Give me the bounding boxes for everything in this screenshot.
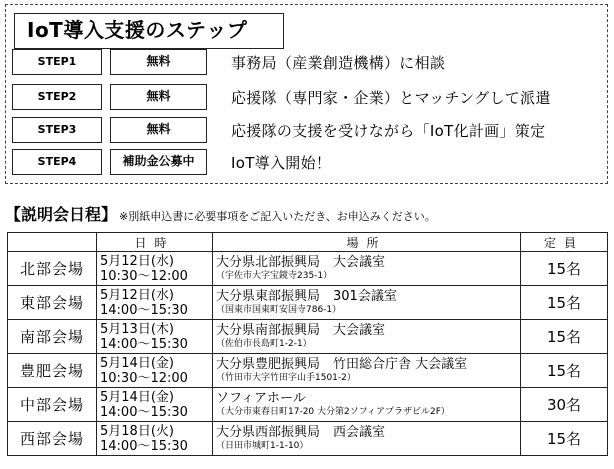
table-row xyxy=(8,388,608,422)
step-cost: 無料 xyxy=(110,49,207,75)
place-cell xyxy=(213,388,521,422)
place-address: （国東市国東町安国寺786-1） xyxy=(216,305,342,315)
step-label: STEP3 xyxy=(12,117,102,143)
capacity-cell: 15名 xyxy=(521,252,608,286)
step-label: STEP2 xyxy=(12,84,102,110)
date-text: 5月12日(水) xyxy=(100,287,174,303)
date-text: 5月13日(木) xyxy=(100,321,174,337)
date-text: 5月14日(金) xyxy=(100,389,174,405)
schedule-table xyxy=(7,232,608,456)
steps-title: IoT導入支援のステップ xyxy=(14,13,284,49)
date-cell xyxy=(97,354,213,388)
date-cell xyxy=(97,320,213,354)
place-address: （竹田市大字竹田字山手1501-2） xyxy=(216,373,356,383)
place-address: （日田市城町1-1-10） xyxy=(216,441,309,451)
date-cell xyxy=(97,252,213,286)
step-row-2 xyxy=(12,84,551,110)
venue-name: 南部会場 xyxy=(8,320,97,354)
place-name: 大分県豊肥振興局 竹田総合庁舎 大会議室 xyxy=(216,357,468,372)
date-text: 5月14日(金) xyxy=(100,355,174,371)
place-address: （宇佐市大字宝鏡寺235-1） xyxy=(216,271,333,281)
time-text: 14:00～15:30 xyxy=(100,336,188,352)
step-description: 応援隊（専門家・企業）とマッチングして派遣 xyxy=(231,88,551,107)
capacity-cell: 15名 xyxy=(521,320,608,354)
place-header: 場所 xyxy=(213,233,521,252)
step-cost: 無料 xyxy=(110,84,207,110)
place-cell xyxy=(213,286,521,320)
capacity-cell: 15名 xyxy=(521,422,608,456)
date-cell xyxy=(97,286,213,320)
time-text: 10:30～12:00 xyxy=(100,268,188,284)
place-cell xyxy=(213,354,521,388)
date-cell xyxy=(97,422,213,456)
table-row xyxy=(8,320,608,354)
date-cell xyxy=(97,388,213,422)
schedule-note: ※別紙申込書に必要事項をご記入いただき、お申込みください。 xyxy=(119,210,436,223)
time-text: 14:00～15:30 xyxy=(100,404,188,420)
venue-header xyxy=(8,233,97,252)
date-text: 5月12日(水) xyxy=(100,253,174,269)
place-cell xyxy=(213,422,521,456)
table-row xyxy=(8,422,608,456)
step-cost: 無料 xyxy=(110,117,207,143)
place-address: （大分市東春日町17-20 大分第2ソフィアプラザビル2F） xyxy=(216,407,450,417)
time-text: 14:00～15:30 xyxy=(100,438,188,454)
date-text: 5月18日(火) xyxy=(100,423,174,439)
step-cost: 補助金公募中 xyxy=(110,149,207,175)
step-label: STEP4 xyxy=(12,149,102,175)
schedule-title: 【説明会日程】 xyxy=(5,205,118,224)
capacity-cell: 15名 xyxy=(521,354,608,388)
place-name: 大分県東部振興局 301会議室 xyxy=(216,289,397,304)
venue-name: 豊肥会場 xyxy=(8,354,97,388)
schedule-heading xyxy=(5,202,436,225)
venue-name: 北部会場 xyxy=(8,252,97,286)
capacity-cell: 15名 xyxy=(521,286,608,320)
step-row-3 xyxy=(12,117,545,143)
table-row xyxy=(8,286,608,320)
time-text: 10:30～12:00 xyxy=(100,370,188,386)
step-description: 応援隊の支援を受けながら「IoT化計画」策定 xyxy=(231,121,546,140)
date-header: 日時 xyxy=(97,233,213,252)
step-description: 事務局（産業創造機構）に相談 xyxy=(231,53,446,72)
capacity-header: 定員 xyxy=(521,233,608,252)
place-name: ソフィアホール xyxy=(216,391,306,406)
table-header-row xyxy=(8,233,608,252)
place-name: 大分県南部振興局 大会議室 xyxy=(216,323,386,338)
venue-name: 東部会場 xyxy=(8,286,97,320)
place-name: 大分県西部振興局 西会議室 xyxy=(216,425,386,440)
step-description: IoT導入開始！ xyxy=(231,153,332,172)
step-row-1 xyxy=(12,49,445,75)
step-label: STEP1 xyxy=(12,49,102,75)
table-row xyxy=(8,252,608,286)
venue-name: 西部会場 xyxy=(8,422,97,456)
table-row xyxy=(8,354,608,388)
place-name: 大分県北部振興局 大会議室 xyxy=(216,255,386,270)
place-cell xyxy=(213,320,521,354)
time-text: 14:00～15:30 xyxy=(100,302,188,318)
capacity-cell: 30名 xyxy=(521,388,608,422)
step-row-4 xyxy=(12,149,331,175)
place-address: （佐伯市長島町1-2-1） xyxy=(216,339,312,349)
venue-name: 中部会場 xyxy=(8,388,97,422)
place-cell xyxy=(213,252,521,286)
